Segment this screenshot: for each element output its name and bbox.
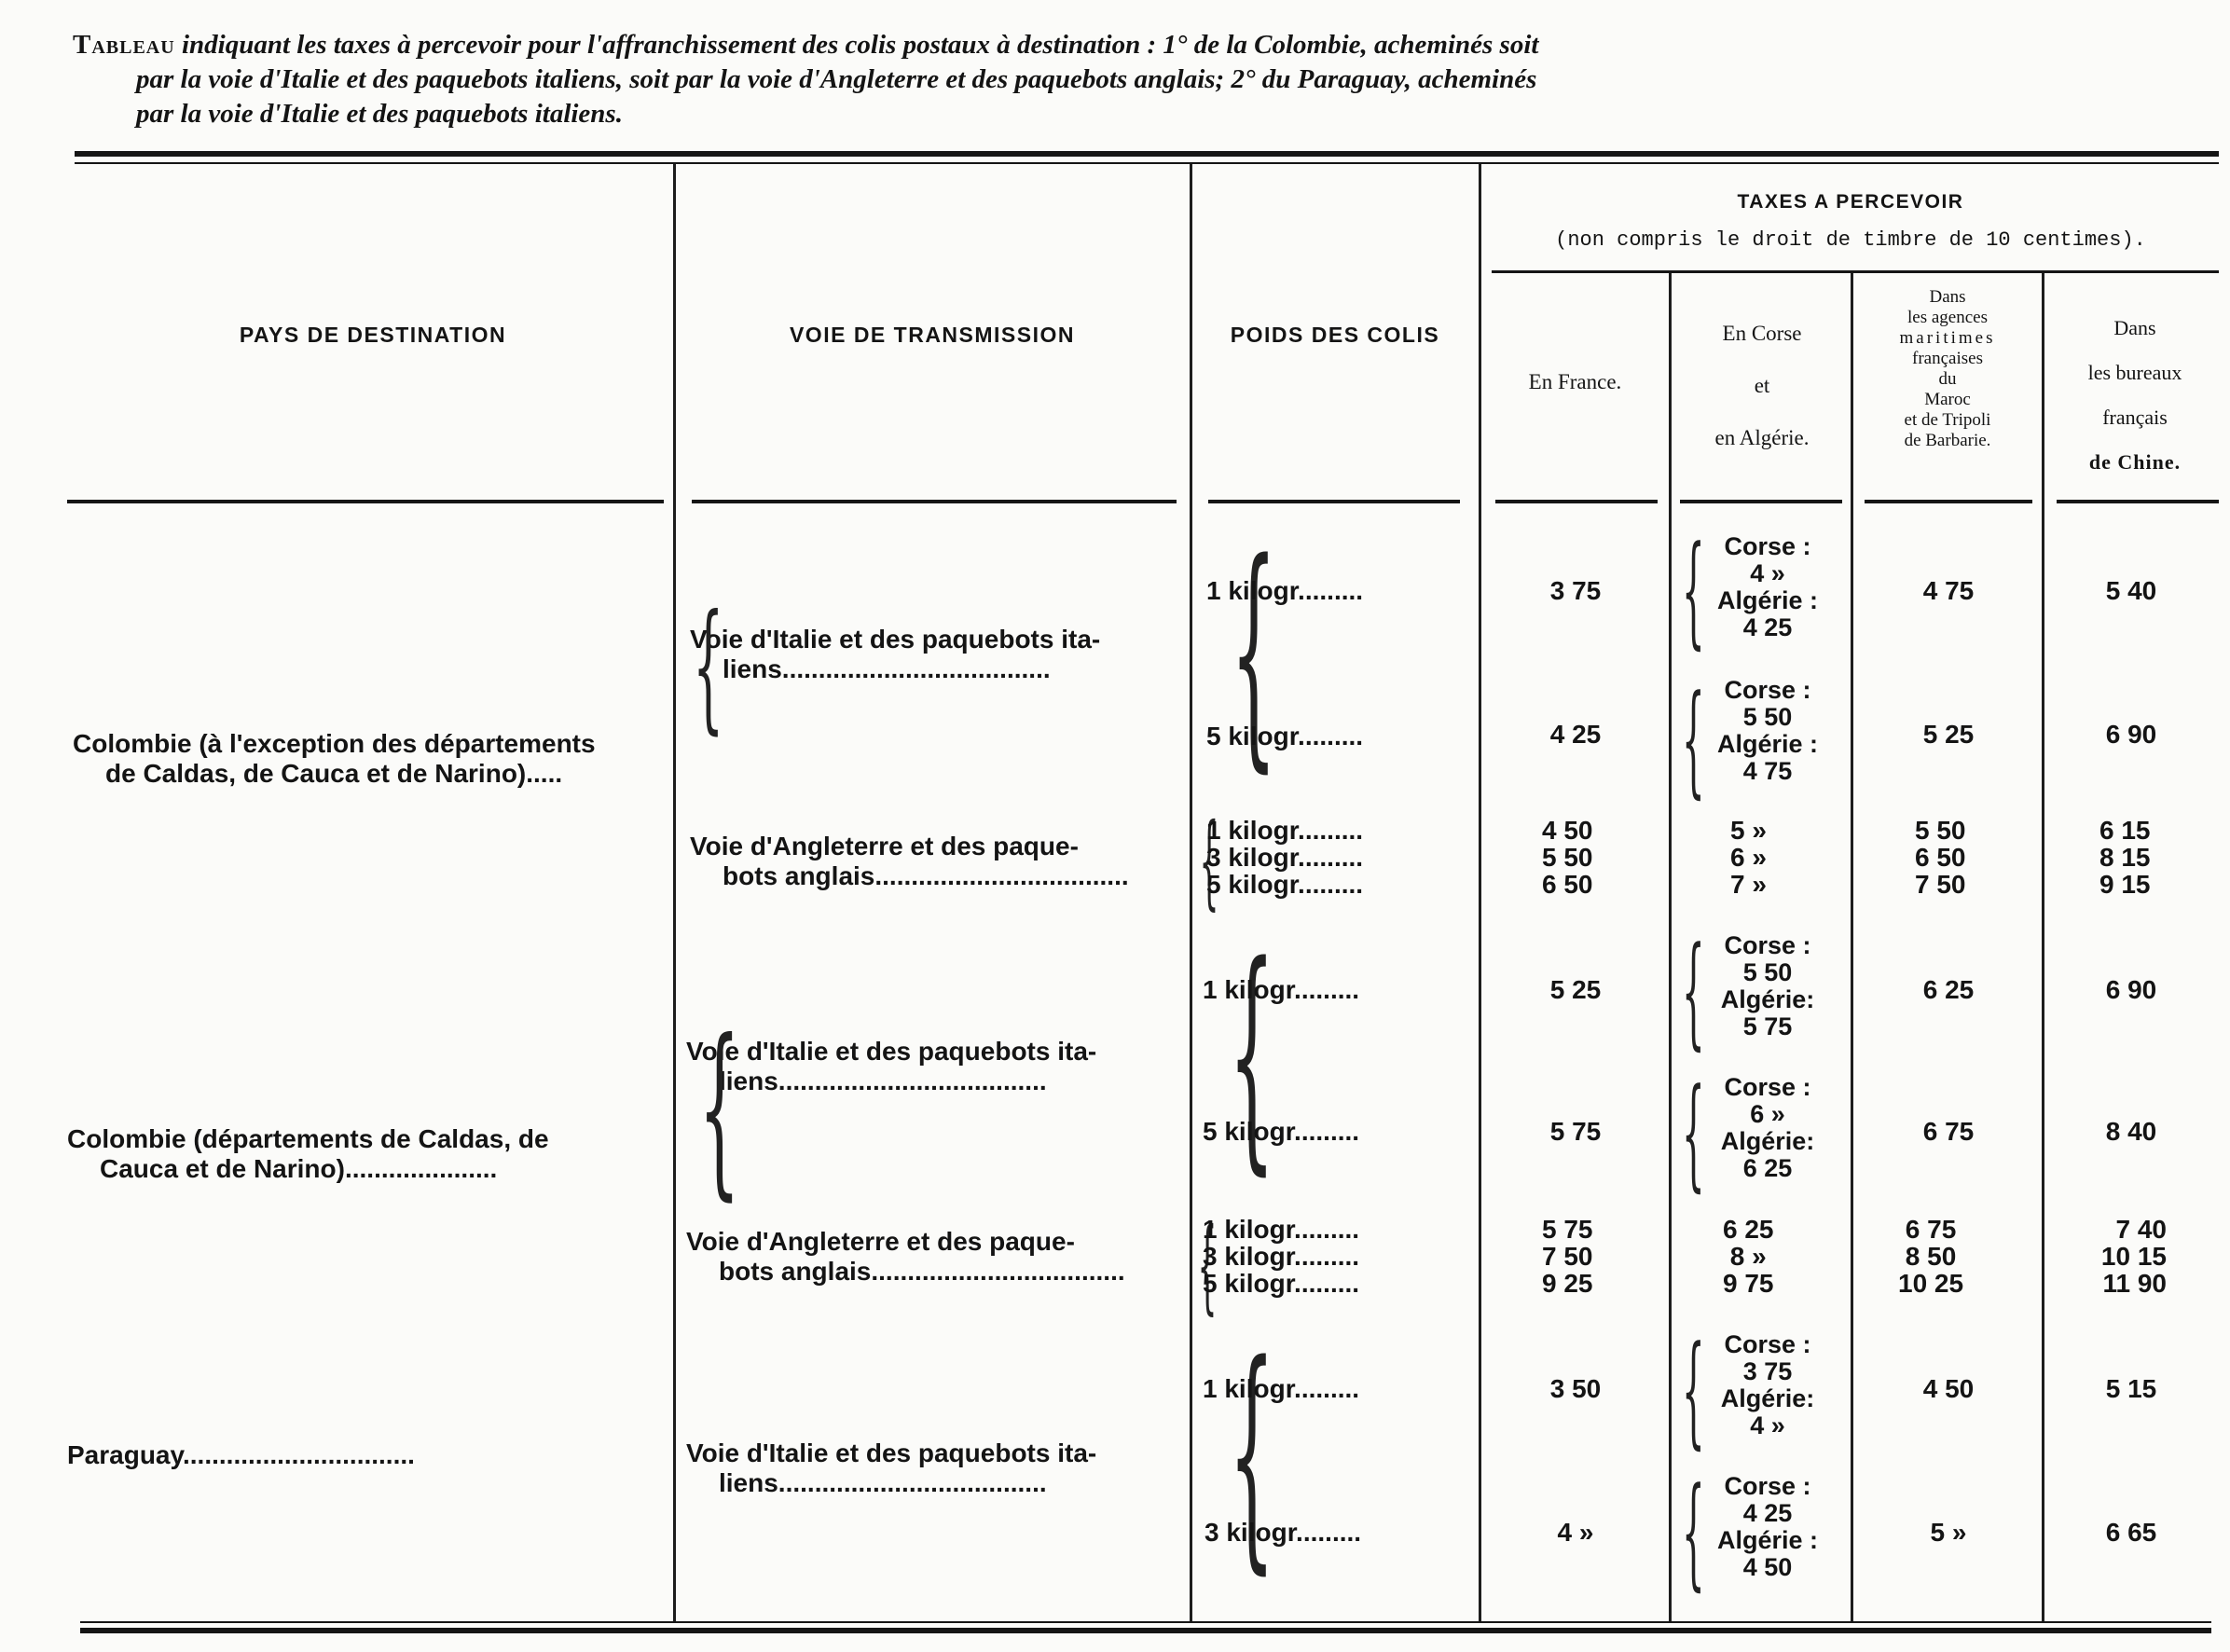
r6-poids <box>1203 1216 1359 1297</box>
r1-chine: 5 40 <box>2105 576 2157 605</box>
chine-line-3: français <box>2102 406 2168 429</box>
voie-italie-3 <box>686 1439 1096 1498</box>
r5-algerie-label: Algérie: <box>1720 1127 1815 1155</box>
r6-agences-1: 6 75 <box>1905 1215 1957 1244</box>
voie-italie-2-line-2: liens..................................... <box>719 1067 1047 1095</box>
r6-poids-5: 5 kilogr......... <box>1203 1269 1360 1298</box>
r6-france-1: 5 75 <box>1542 1215 1593 1244</box>
r6-poids-3: 3 kilogr......... <box>1203 1242 1360 1271</box>
r3-agences-3: 6 50 <box>1915 843 1966 872</box>
r3-corse-1: 5 » <box>1730 816 1767 845</box>
r4-algerie-value: 5 75 <box>1742 1012 1793 1040</box>
r7-algerie-value: 4 » <box>1750 1411 1785 1439</box>
header-chine <box>2046 306 2223 485</box>
column-rule-3 <box>1479 164 1481 1621</box>
r1-corse-value: 4 » <box>1750 559 1785 587</box>
r4-corse-value: 5 50 <box>1742 958 1793 986</box>
r1-algerie-label: Algérie : <box>1716 586 1819 614</box>
voie-angleterre-2 <box>686 1227 1125 1287</box>
r6-france <box>1542 1216 1593 1297</box>
header-pays: PAYS DE DESTINATION <box>239 323 507 347</box>
header-rule-france <box>1495 500 1658 503</box>
r8-algerie-label: Algérie : <box>1716 1526 1819 1554</box>
header-poids: POIDS DES COLIS <box>1230 323 1440 347</box>
r2-chine: 6 90 <box>2105 720 2157 749</box>
header-corse-3: en Algérie. <box>1714 426 1810 449</box>
r3-poids-5: 5 kilogr......... <box>1206 870 1364 899</box>
r3-chine-5: 9 15 <box>2099 870 2151 899</box>
header-corse-1: En Corse <box>1722 322 1802 345</box>
voie-angleterre-2-line-2: bots anglais................................... <box>719 1257 1125 1286</box>
brace-poids-3: { <box>1228 915 1275 1196</box>
r6-corse-3: 8 » <box>1729 1242 1767 1271</box>
r4-algerie-label: Algérie: <box>1720 985 1815 1013</box>
r2-corse-value: 5 50 <box>1742 703 1793 731</box>
r1-france: 3 75 <box>1549 576 1602 605</box>
brace-poids-2: { <box>1199 801 1219 920</box>
r7-france: 3 50 <box>1549 1374 1602 1403</box>
voie-angleterre-1-line-2: bots anglais................................... <box>723 861 1129 890</box>
agences-line-6: Maroc <box>1924 390 1971 409</box>
r6-agences-5: 10 25 <box>1898 1269 1964 1298</box>
top-rule-thin <box>75 162 2219 164</box>
r6-corse-5: 9 75 <box>1723 1269 1774 1298</box>
table-caption <box>73 28 2217 131</box>
header-taxes-note: (non compris le droit de timbre de 10 centimes). <box>1555 228 2146 252</box>
caption-line-3: par la voie d'Italie et des paquebots italiens. <box>136 99 623 129</box>
r7-algerie-label: Algérie: <box>1720 1384 1815 1412</box>
r6-agences <box>1898 1216 1963 1297</box>
voie-italie-1-line-1: Voie d'Italie et des paquebots ita- <box>690 625 1101 654</box>
r6-chine-5: 11 90 <box>2102 1269 2167 1298</box>
r7-agences: 4 50 <box>1922 1374 1975 1403</box>
caption-lead: Tableau <box>73 30 175 60</box>
r6-corse-1: 6 25 <box>1723 1215 1774 1244</box>
pays-colombie-2-line-1: Colombie (départements de Caldas, de <box>67 1124 549 1153</box>
r6-france-3: 7 50 <box>1542 1242 1593 1271</box>
r1-algerie-value: 4 25 <box>1742 613 1793 641</box>
header-voie: VOIE DE TRANSMISSION <box>789 323 1076 347</box>
pays-colombie-2 <box>67 1124 549 1184</box>
header-rule-poids <box>1208 500 1460 503</box>
brace-corse-5: { <box>1681 1319 1705 1461</box>
r7-corse <box>1702 1331 1833 1439</box>
voie-italie-3-line-2: liens..................................... <box>719 1468 1047 1497</box>
bottom-rule-thin <box>80 1621 2211 1623</box>
brace-corse-6: { <box>1681 1461 1705 1603</box>
r6-chine-1: 7 40 <box>2115 1215 2167 1244</box>
column-rule-1 <box>673 164 676 1621</box>
agences-line-4: françaises <box>1912 349 1983 368</box>
r5-corse <box>1702 1074 1833 1182</box>
r5-corse-value: 6 » <box>1750 1100 1785 1128</box>
r4-poids: 1 kilogr......... <box>1203 975 1360 1004</box>
r7-corse-value: 3 75 <box>1742 1357 1793 1385</box>
r8-corse <box>1702 1473 1833 1581</box>
r2-algerie-label: Algérie : <box>1716 730 1819 758</box>
voie-italie-1 <box>690 625 1100 684</box>
header-rule-chine <box>2057 500 2219 503</box>
header-france: En France. <box>1528 370 1622 393</box>
r3-chine-1: 6 15 <box>2099 816 2151 845</box>
pays-colombie-2-line-2: Cauca et de Narino)..................... <box>100 1154 498 1183</box>
top-rule-thick <box>75 151 2219 157</box>
agences-line-8: de Barbarie. <box>1904 431 1991 450</box>
r3-chine-3: 8 15 <box>2099 843 2151 872</box>
header-rule-corse <box>1680 500 1842 503</box>
r4-corse <box>1702 932 1833 1040</box>
r3-france-5: 6 50 <box>1542 870 1593 899</box>
caption-line-1: indiquant les taxes à percevoir pour l'affranchissement des colis postaux à destination : 1° de la Colombie, acheminés soit <box>174 30 1539 60</box>
taxes-underline <box>1492 270 2219 273</box>
r8-france: 4 » <box>1557 1518 1594 1547</box>
r6-france-5: 9 25 <box>1542 1269 1593 1298</box>
voie-italie-2-line-1: Voie d'Italie et des paquebots ita- <box>686 1037 1097 1066</box>
header-agences <box>1855 287 2040 451</box>
voie-angleterre-1-line-1: Voie d'Angleterre et des paque- <box>690 832 1079 860</box>
voie-italie-1-line-2: liens..................................... <box>723 654 1051 683</box>
r2-france: 4 25 <box>1549 720 1602 749</box>
r2-algerie-value: 4 75 <box>1742 757 1793 785</box>
r6-chine-3: 10 15 <box>2100 1242 2167 1271</box>
brace-poids-4: { <box>1197 1205 1218 1325</box>
r8-corse-label: Corse : <box>1724 1472 1811 1500</box>
pays-colombie-1-line-2: de Caldas, de Cauca et de Narino)..... <box>105 759 563 788</box>
brace-poids-5: { <box>1228 1314 1275 1595</box>
r6-agences-3: 8 50 <box>1905 1242 1957 1271</box>
r8-chine: 6 65 <box>2105 1518 2157 1547</box>
agences-line-5: du <box>1938 369 1957 389</box>
voie-angleterre-2-line-1: Voie d'Angleterre et des paque- <box>686 1227 1075 1256</box>
r3-france-1: 4 50 <box>1542 816 1593 845</box>
r8-poids: 3 kilogr......... <box>1204 1518 1362 1547</box>
r5-corse-label: Corse : <box>1724 1073 1811 1101</box>
r5-algerie-value: 6 25 <box>1742 1154 1793 1182</box>
r8-algerie-value: 4 50 <box>1742 1553 1793 1581</box>
r6-poids-1: 1 kilogr......... <box>1203 1215 1360 1244</box>
brace-corse-4: { <box>1681 1062 1705 1204</box>
r3-corse <box>1730 817 1767 898</box>
r6-corse <box>1723 1216 1774 1297</box>
r3-agences-1: 5 50 <box>1915 816 1966 845</box>
r3-poids-3: 3 kilogr......... <box>1206 843 1364 872</box>
r3-chine <box>2099 817 2151 898</box>
r4-agences: 6 25 <box>1922 975 1975 1004</box>
r5-chine: 8 40 <box>2105 1117 2157 1146</box>
r3-agences <box>1915 817 1966 898</box>
r3-agences-5: 7 50 <box>1915 870 1966 899</box>
r4-france: 5 25 <box>1549 975 1602 1004</box>
agences-line-7: et de Tripoli <box>1904 410 1991 430</box>
r5-agences: 6 75 <box>1922 1117 1975 1146</box>
r2-agences: 5 25 <box>1922 720 1975 749</box>
brace-voie-colombie-1: { <box>693 585 724 748</box>
voie-italie-2 <box>686 1037 1096 1096</box>
header-corse-2: et <box>1754 374 1770 397</box>
chine-line-1: Dans <box>2113 316 2156 339</box>
brace-corse-1: { <box>1681 519 1705 661</box>
pays-colombie-1 <box>73 729 596 789</box>
r8-corse-value: 4 25 <box>1742 1499 1793 1527</box>
agences-line-2: les agences <box>1907 308 1988 327</box>
brace-voie-colombie-2: { <box>698 1000 740 1218</box>
header-rule-voie <box>692 500 1177 503</box>
agences-line-1: Dans <box>1929 287 1966 307</box>
column-rule-6 <box>2042 272 2044 1621</box>
voie-italie-3-line-1: Voie d'Italie et des paquebots ita- <box>686 1439 1097 1467</box>
chine-line-2: les bureaux <box>2087 361 2182 384</box>
header-taxes: TAXES A PERCEVOIR <box>1737 191 1964 213</box>
r5-poids: 5 kilogr......... <box>1203 1117 1360 1146</box>
chine-line-4: de Chine. <box>2088 450 2182 474</box>
r1-corse-label: Corse : <box>1724 532 1811 560</box>
r4-chine: 6 90 <box>2105 975 2157 1004</box>
r2-corse-label: Corse : <box>1724 676 1811 704</box>
r2-corse <box>1702 677 1833 785</box>
voie-angleterre-1 <box>690 832 1129 891</box>
agences-line-3: maritimes <box>1899 328 1996 348</box>
r3-france-3: 5 50 <box>1542 843 1593 872</box>
pays-paraguay: Paraguay................................ <box>67 1440 415 1469</box>
r4-corse-label: Corse : <box>1724 931 1811 959</box>
brace-corse-3: { <box>1681 920 1705 1062</box>
header-rule-agences <box>1865 500 2032 503</box>
r1-poids: 1 kilogr......... <box>1206 576 1364 605</box>
column-rule-5 <box>1851 272 1853 1621</box>
r7-poids: 1 kilogr......... <box>1203 1374 1360 1403</box>
pays-colombie-1-line-1: Colombie (à l'exception des départements <box>73 729 596 758</box>
brace-poids-1: { <box>1230 512 1277 793</box>
column-rule-2 <box>1190 164 1192 1621</box>
brace-corse-2: { <box>1681 668 1705 810</box>
r3-poids <box>1206 817 1363 898</box>
r1-corse <box>1702 533 1833 641</box>
r7-chine: 5 15 <box>2105 1374 2157 1403</box>
caption-line-2: par la voie d'Italie et des paquebots italiens, soit par la voie d'Angleterre et des paquebots anglais; 2° du Paraguay, acheminés <box>136 64 1537 94</box>
header-rule-pays <box>67 500 664 503</box>
r1-agences: 4 75 <box>1922 576 1975 605</box>
r6-chine <box>2092 1216 2167 1297</box>
r7-corse-label: Corse : <box>1724 1330 1811 1358</box>
r8-agences: 5 » <box>1930 1518 1967 1547</box>
r2-poids: 5 kilogr......... <box>1206 722 1364 750</box>
r3-corse-5: 7 » <box>1730 870 1767 899</box>
bottom-rule-thick <box>80 1628 2211 1633</box>
r3-poids-1: 1 kilogr......... <box>1206 816 1364 845</box>
r3-france <box>1542 817 1593 898</box>
r3-corse-3: 6 » <box>1730 843 1767 872</box>
r5-france: 5 75 <box>1549 1117 1602 1146</box>
column-rule-4 <box>1669 272 1672 1621</box>
